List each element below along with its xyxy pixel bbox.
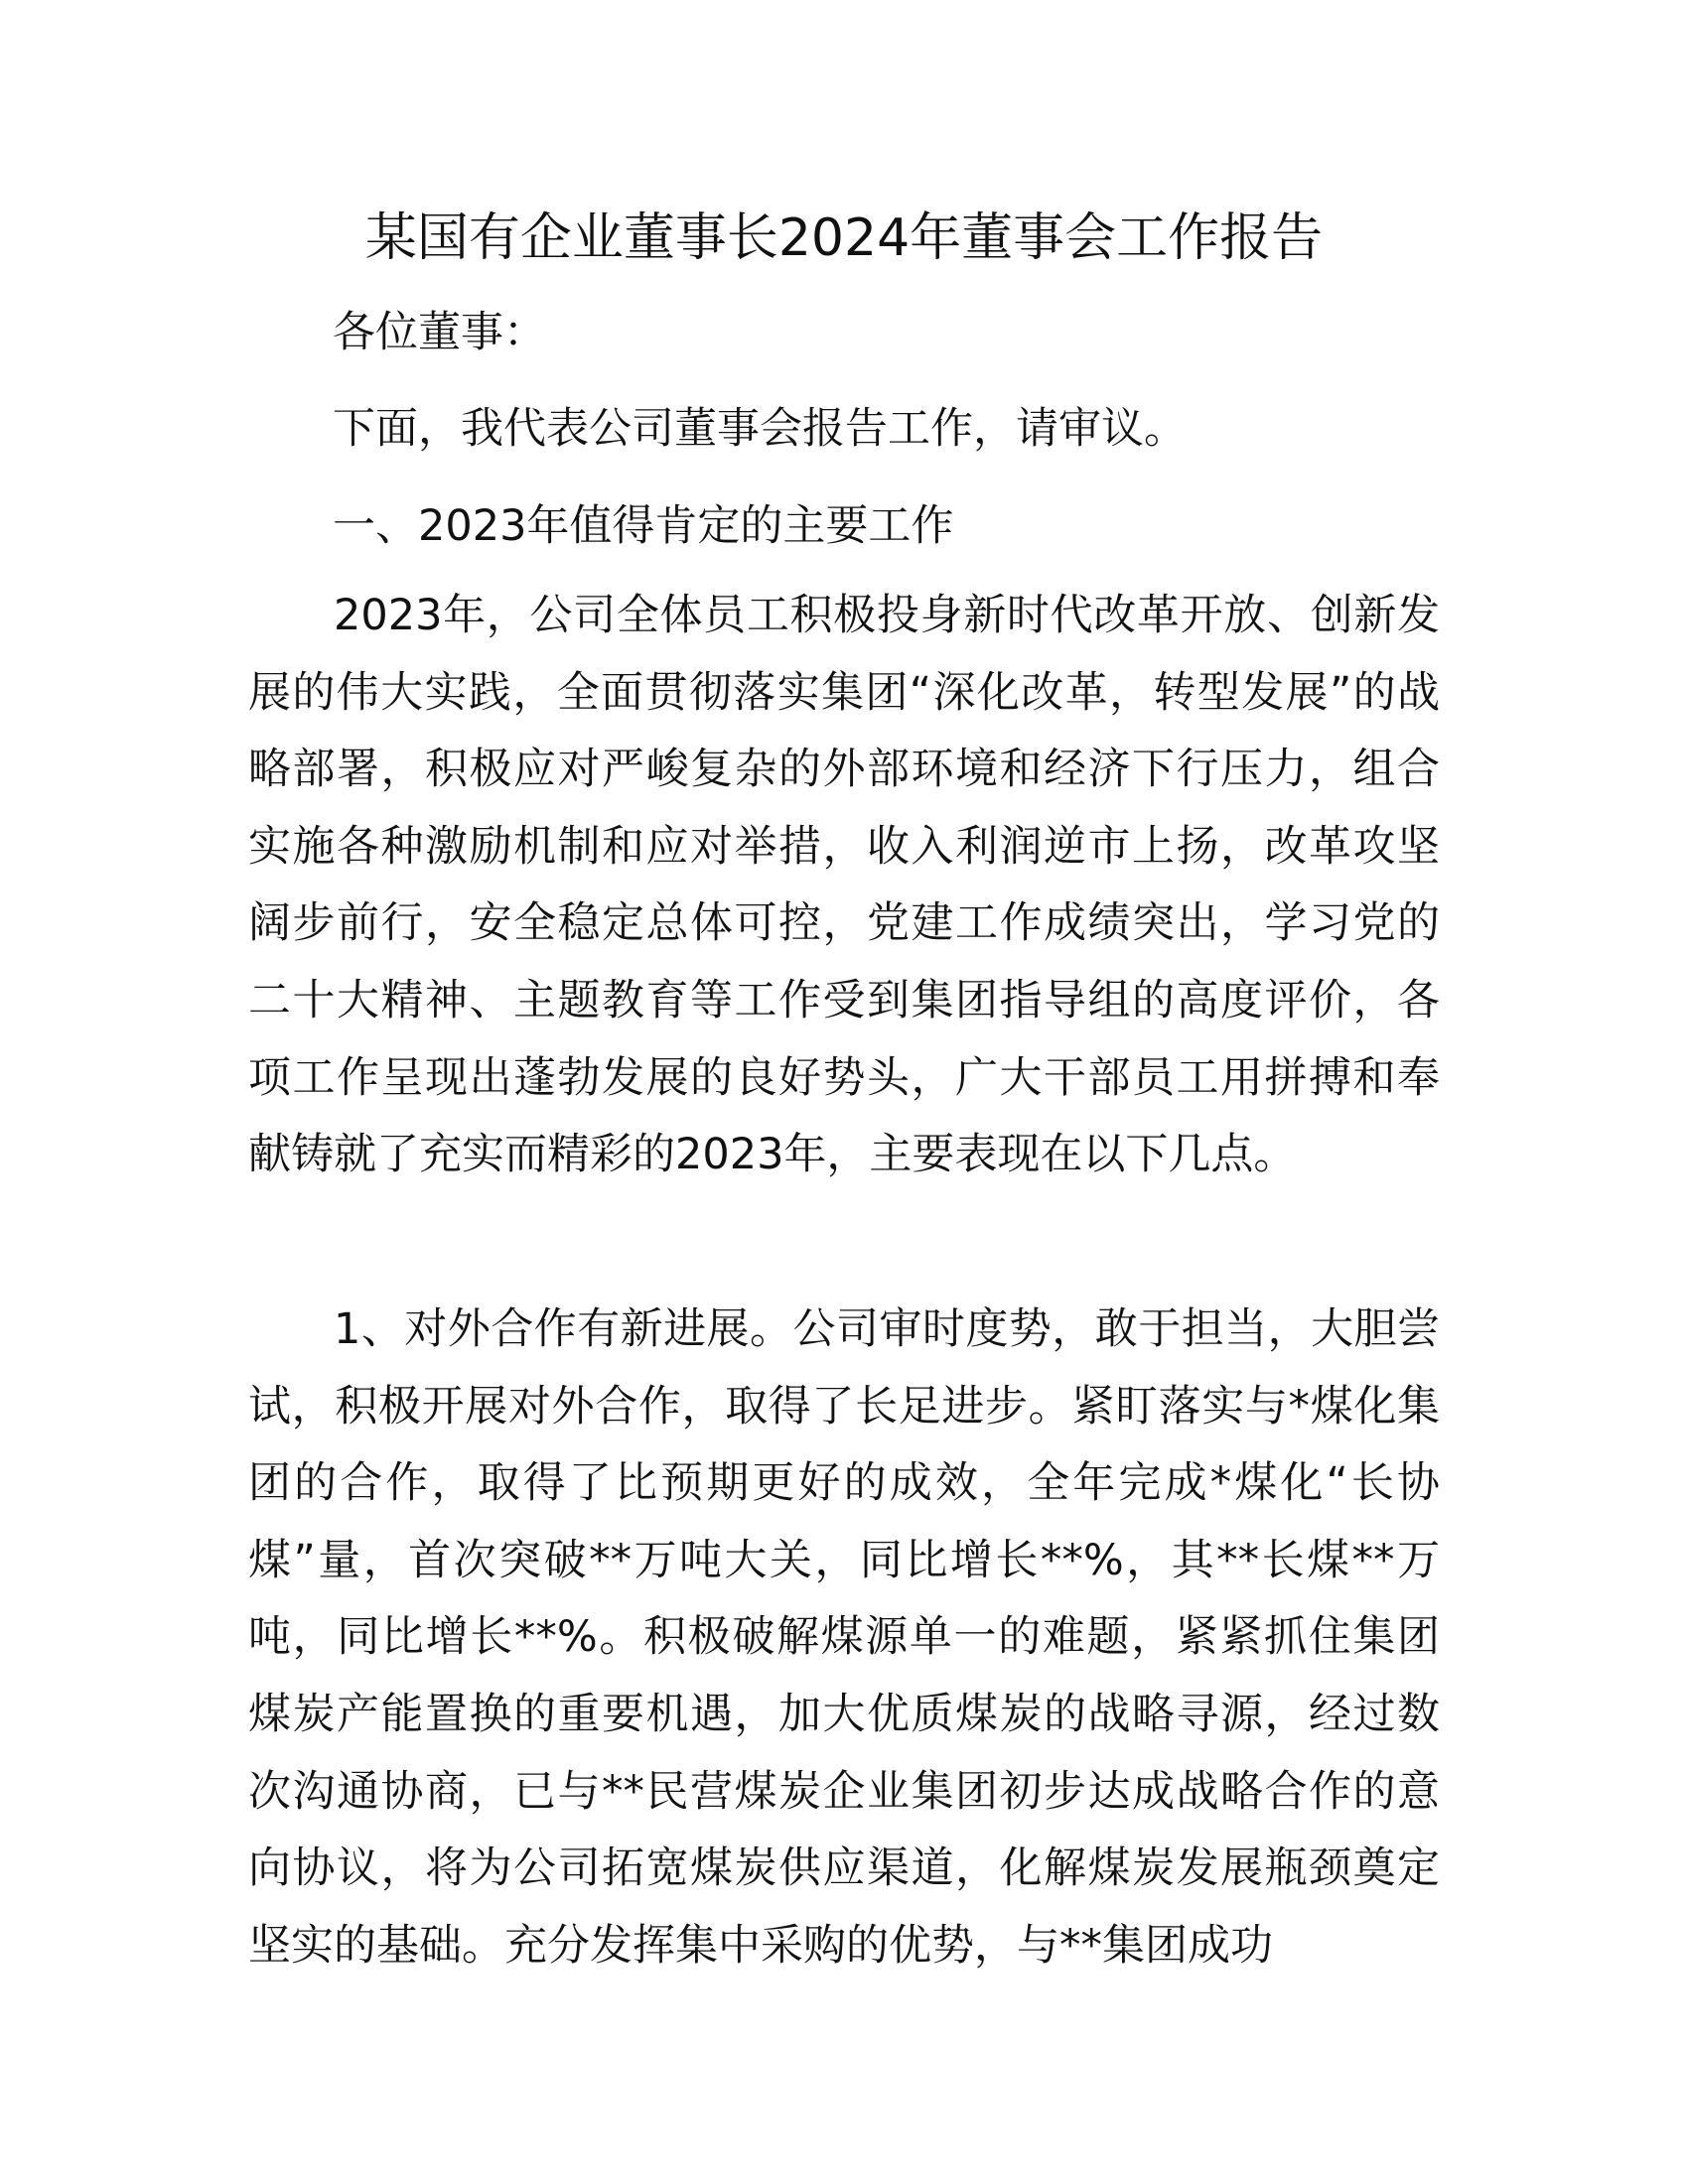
- intro-line: 下面，我代表公司董事会报告工作，请审议。: [333, 404, 1187, 454]
- section-heading: 一、2023年值得肯定的主要工作: [333, 501, 954, 551]
- salutation: 各位董事：: [333, 308, 546, 357]
- body-paragraph: 1、对外合作有新进展。公司审时度势，敢于担当，大胆尝试，积极开展对外合作，取得了长足进步。紧盯落实与*煤化集团的合作，取得了比预期更好的成效，全年完成*煤化“长协煤”量，首次突破**万吨大关，同比增长**%，其**长煤**万吨，同比增长**%。积极破解煤源单一的难题，紧紧抓住集团煤炭产能置换的重要机遇，加大优质煤炭的战略寻源，经过数次沟通协商，已与**民营煤炭企业集团初步达成战略合作的意向协议，将为公司拓宽煤炭供应渠道，化解煤炭发展瓶颈奠定坚实的基础。充分发挥集中采购的优势，与**集团成功: [248, 1304, 1440, 1971]
- document-title: 某国有企业董事长2024年董事会工作报告: [364, 208, 1324, 268]
- body-paragraph: 2023年，公司全体员工积极投身新时代改革开放、创新发展的伟大实践，全面贯彻落实集团“深化改革，转型发展”的战略部署，积极应对严峻复杂的外部环境和经济下行压力，组合实施各种激励机制和应对举措，收入利润逆市上扬，改革攻坚阔步前行，安全稳定总体可控，党建工作成绩突出，学习党的二十大精神、主题教育等工作受到集团指导组的高度评价，各项工作呈现出蓬勃发展的良好势头，广大干部员工用拼搏和奉献铸就了充实而精彩的2023年，主要表现在以下几点。: [248, 591, 1440, 1180]
